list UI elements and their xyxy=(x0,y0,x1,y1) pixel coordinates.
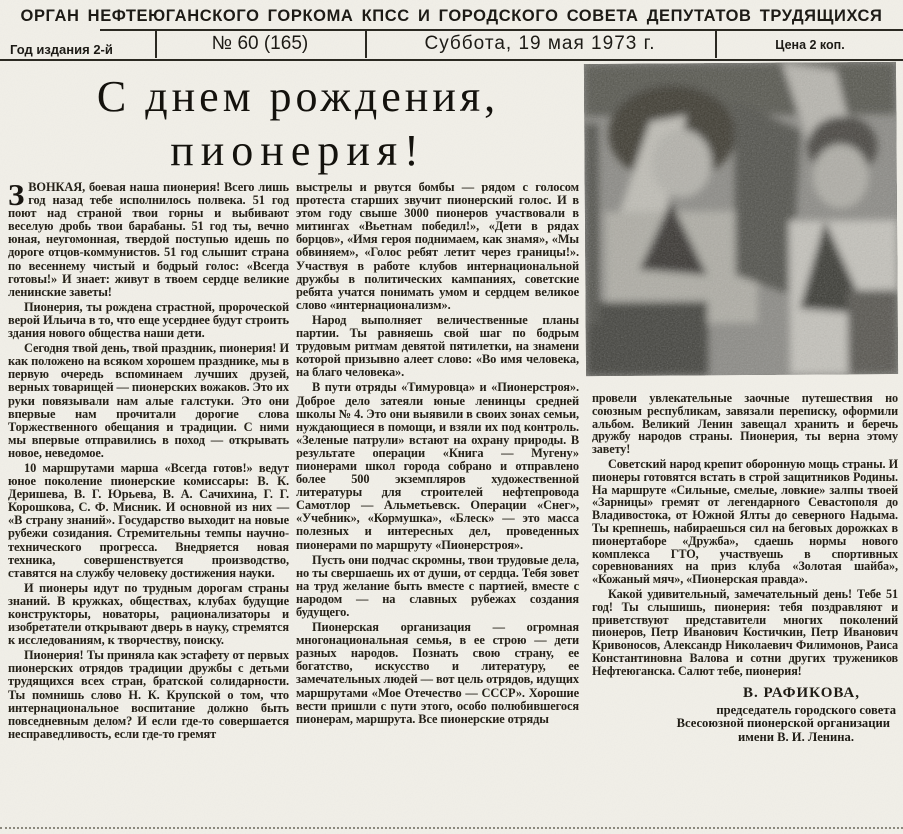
header-bottom-rule xyxy=(0,59,903,61)
article-column-1 xyxy=(8,177,289,743)
issue-date: Суббота, 19 мая 1973 г. xyxy=(424,33,656,54)
signature-role-line: Всесоюзной пионерской организации xyxy=(676,716,890,731)
issue-number: № 60 (165) xyxy=(211,33,309,54)
paragraph: 10 маршрутами марша «Всегда готов!» ведут юное поколение пионерские комиссары: В. К. Деришева, В. Г. Юрьева, В. А. Сачихина, Г. Г. Корошкова, С. Ф. Мисник. И основной из них — «В страну знаний». Государство выходит на новые рубежи созидания. Стремительны темпы научно-технического прогресса. Внедряется новая техника, совершенствуется производство, ставятся на службу человеку достижения науки. xyxy=(8,460,289,580)
paragraph: Советский народ крепит оборонную мощь страны. И пионеры готовятся встать в строй защитников Родины. На маршруте «Сильные, смелые, ловкие» залпы твоей «Зарницы» гремят от легендарного Севастополя до Владивостока, от Южной Ялты до северного Надыма. Ты крепнешь, набираешься сил на беговых дорожках в пионертаборе «Дружба», сдаешь нормы нового комплекса ГТО, участвуешь в спортивных соревнованиях на приз клуба «Золотая шайба», «Кожаный мяч», «Пионерская правда». xyxy=(592,456,898,587)
headline-line-2: пионерия! xyxy=(170,126,426,175)
signature-role-line: имени В. И. Ленина. xyxy=(738,729,854,744)
dateline-divider-3 xyxy=(715,31,717,58)
issue-price: Цена 2 коп. xyxy=(775,38,845,52)
paragraph: провели увлекательные заочные путешествия но союзным республикам, завязали переписку, оформили альбом. Великий Ленин завещал хранить и беречь дружбу народов страны. Пионерия, ты верна этому завету! xyxy=(592,391,898,457)
signature-name: В. РАФИКОВА, xyxy=(743,684,860,701)
article-column-2 xyxy=(296,181,579,728)
paragraph: И пионеры идут по трудным дорогам страны знаний. В кружках, обществах, клубах будущие конструкторы, новаторы, рационализаторы и изобретатели открывают дверь в науку, стремятся к исследованиям, к творчеству, поиску. xyxy=(8,580,289,648)
pioneer-photo xyxy=(584,62,898,376)
pioneer-photo-graphic xyxy=(584,62,898,376)
headline-line-1: С днем рождения, xyxy=(96,72,500,121)
edition-year: Год издания 2-й xyxy=(10,42,113,57)
paragraph: Пусть они подчас скромны, твои трудовые дела, но ты свершаешь их от души, от сердца. Тебя зовет на труд желание быть вместе с партией, вместе с народом — на славных рубежах создания будущего. xyxy=(296,552,579,619)
paragraph-text: ВОНКАЯ, боевая наша пионерия! Всего лишь год назад тебе исполнилось полвека. 51 год поют над страной твои горны и выбивают веселую дробь твои барабаны. 51 год ты, вечно юная, неугомонная, твердой поступью идешь по дороге отцов-коммунистов. 51 год слышит страна по весеннему чистый и бодрый голос: «Всегда готовы!» И знает: живут в твоем сердце великие ленинские заветы! xyxy=(8,180,289,299)
paragraph xyxy=(8,177,289,299)
header-top-rule xyxy=(100,29,903,31)
drop-cap: З xyxy=(8,177,25,212)
dateline-divider-1 xyxy=(155,31,157,58)
bottom-dotted-rule xyxy=(0,827,903,829)
signature-block xyxy=(592,685,898,745)
paragraph: Пионерия, ты рождена страстной, пророческой верой Ильича в то, что еще усерднее будут строить здания нового общества наши дети. xyxy=(8,299,289,341)
paragraph: Народ выполняет величественные планы партии. Ты равняешь свой шаг по бодрым трудовым ритмам девятой пятилетки, на знамени которой призывно алеет слово: «Во имя человека, на благо человека». xyxy=(296,312,579,380)
signature-role-line: председатель городского совета xyxy=(716,702,896,717)
paragraph: выстрелы и рвутся бомбы — рядом с голосом протеста старших звучит пионерский голос. И в этом году свыше 3000 пионеров участвовали в митингах «Вьетнам победил!», «Дети в рядах борцов», «Имя героя поднимаем, как знамя», «Мы обвиняем», «Голос ребят летит через границы!». Участвуя в работе клубов интернациональной дружбы в политических кампаниях, советские ребята учатся понимать умом и сердцем великое слово «интернационализм». xyxy=(296,180,579,312)
paragraph: Какой удивительный, замечательный день! Тебе 51 год! Ты слышишь, пионерия: тебя поздравляют и приветствуют представители многих поколений пионеров, Петр Иванович Костичкин, Петр Иванович Кривоносов, Александр Николаевич Филимонов, Раиса Константиновна Валова и сотни других тружеников Нефтеюганска. Салют тебе, пионерия! xyxy=(592,586,898,678)
paragraph: Пионерия! Ты приняла как эстафету от первых пионерских отрядов традиции дружбы с детьми трудящихся всех стран, братской солидарности. Ты помнишь слово Н. К. Крупской о том, что интернациональное воспитание должно быть повседневным делом? И если где-то совершается несправедливость, если где-то гремят xyxy=(8,648,289,741)
masthead-title: ОРГАН НЕФТЕЮГАНСКОГО ГОРКОМА КПСС И ГОРОДСКОГО СОВЕТА ДЕПУТАТОВ ТРУДЯЩИХСЯ xyxy=(20,7,883,25)
article-column-3 xyxy=(592,392,898,744)
dateline-divider-2 xyxy=(365,31,367,58)
paragraph: Пионерская организация — огромная многонациональная семья, в ее строю — дети разных народов. Познать свою страну, ее богатство, искусство и литературу, ее замечательных людей — вот цель отрядов, идущих маршрутами «Мое Отечество — СССР». Хорошие вести пришли с пути этого, особо полюбившегося пионерам, маршрута. Все пионерские отряды xyxy=(296,620,579,726)
paragraph: В пути отряды «Тимуровца» и «Пионерстроя». Доброе дело затеяли юные ленинцы средней школы № 4. Это они выявили в своих зонах семьи, нуждающиеся в помощи, и взяли их под контроль. «Зеленые патрули» встают на охрану природы. В результате операции «Книга — Мугену» пионерами школ города собрано и отправлено более 500 экземпляров художественной литературы для строителей нефтепровода Самотлор — Альметьевск. Операции «Снег», «Учебник», «Кормушка», «Блеск» — это масса полезных и интересных дел, проведенных пионерами по маршруту «Пионерстроя». xyxy=(296,380,579,552)
article-headline xyxy=(18,70,578,178)
paragraph: Сегодня твой день, твой праздник, пионерия! И как положено на всяком хорошем празднике, мы в первую очередь вспоминаем лучших друзей, верных товарищей — пионерских вожаков. Это их руки повязывали нам алые галстуки. Это они впервые нам прочитали дорогие слова Торжественного обещания и традиции. С ними мы впервые отправились в поход — открывать новое, неведомое. xyxy=(8,341,289,460)
